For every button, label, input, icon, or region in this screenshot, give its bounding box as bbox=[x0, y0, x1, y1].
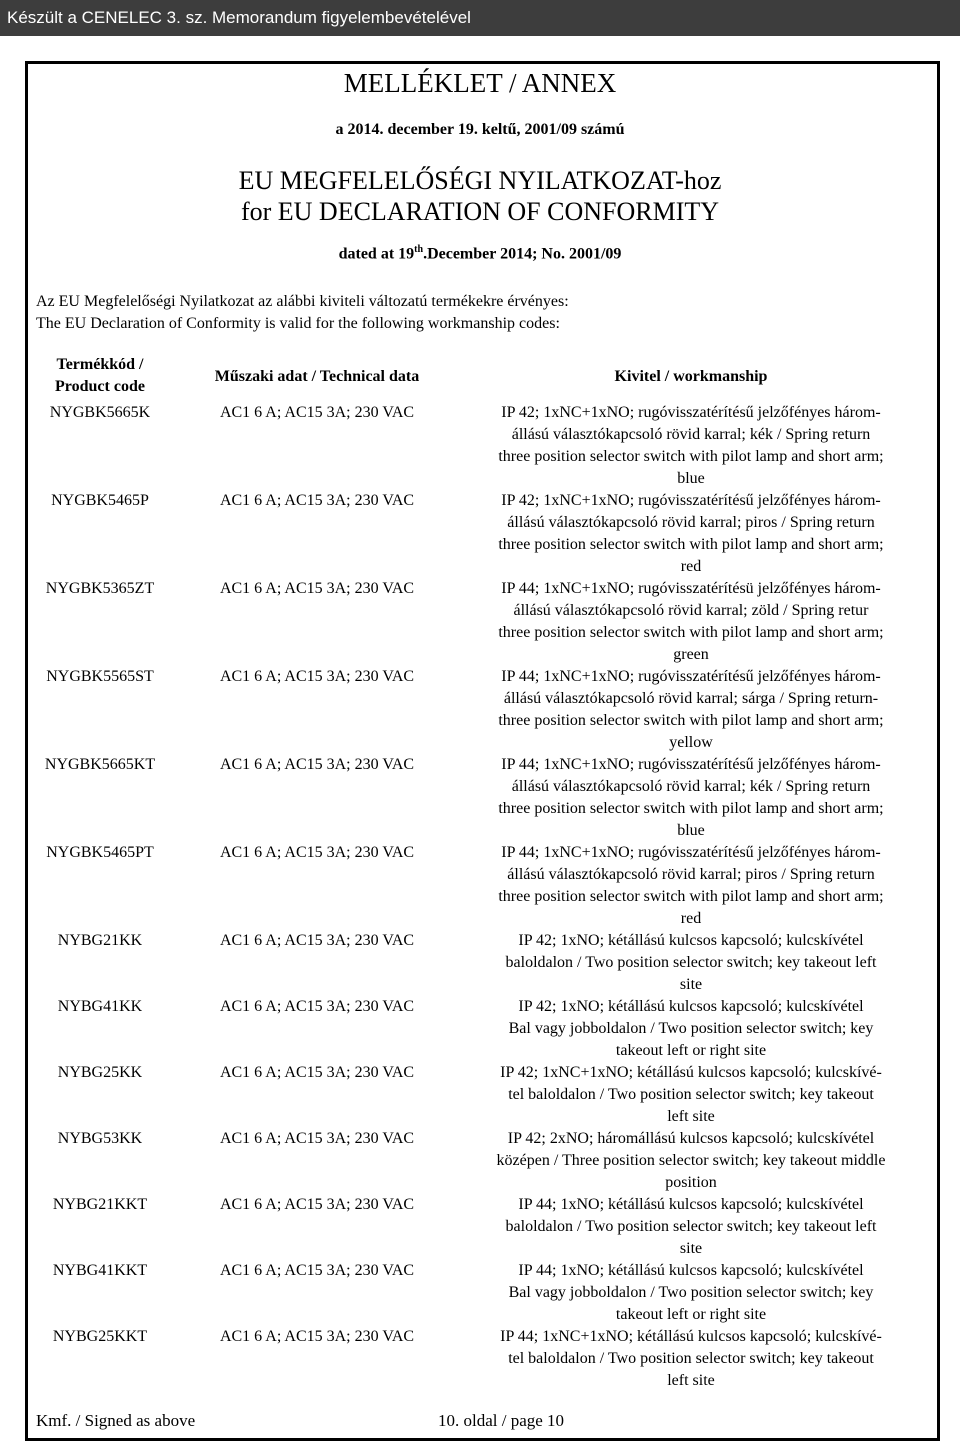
table-row bbox=[0, 754, 960, 842]
workmanship-line: IP 42; 1xNO; kétállású kulcsos kapcsoló; kulcskívétel bbox=[518, 932, 864, 949]
technical-data-cell: AC1 6 A; AC15 3A; 230 VAC bbox=[219, 1328, 415, 1345]
workmanship-line: baloldalon / Two position selector switch; key takeout left bbox=[505, 954, 877, 971]
table-row bbox=[0, 1062, 960, 1128]
annex-title: MELLÉKLET / ANNEX bbox=[343, 68, 617, 98]
product-code-cell: NYGBK5465P bbox=[51, 492, 149, 509]
workmanship-line: IP 44; 1xNO; kétállású kulcsos kapcsoló; kulcskívétel bbox=[518, 1262, 864, 1279]
workmanship-cell bbox=[462, 930, 920, 996]
workmanship-line: tel baloldalon / Two position selector switch; key takeout bbox=[508, 1086, 874, 1103]
workmanship-line: IP 44; 1xNC+1xNO; rugóvisszatérítésű jelzőfényes három- bbox=[501, 756, 881, 773]
workmanship-line: takeout left or right site bbox=[615, 1306, 767, 1323]
top-banner: Készült a CENELEC 3. sz. Memorandum figyelembevételével bbox=[0, 0, 960, 36]
header-product-code bbox=[36, 354, 164, 398]
workmanship-line: állású választókapcsoló rövid karral; sárga / Spring return- bbox=[503, 690, 879, 707]
page-number: 10. oldal / page 10 bbox=[438, 1411, 565, 1430]
product-code-cell: NYGBK5565ST bbox=[46, 668, 154, 685]
workmanship-line: IP 44; 1xNO; kétállású kulcsos kapcsoló; kulcskívétel bbox=[518, 1196, 864, 1213]
workmanship-line: IP 42; 1xNC+1xNO; kétállású kulcsos kapcsoló; kulcskívé- bbox=[500, 1064, 882, 1081]
workmanship-line: blue bbox=[677, 822, 705, 839]
technical-data-cell: AC1 6 A; AC15 3A; 230 VAC bbox=[219, 998, 415, 1015]
table-row bbox=[0, 1194, 960, 1260]
workmanship-line: tel baloldalon / Two position selector switch; key takeout bbox=[508, 1350, 874, 1367]
workmanship-cell bbox=[462, 1260, 920, 1326]
workmanship-line: three position selector switch with pilot lamp and short arm; bbox=[498, 536, 884, 553]
product-code-cell: NYBG41KKT bbox=[52, 1262, 148, 1279]
product-code-cell: NYBG41KK bbox=[57, 998, 143, 1015]
workmanship-line: position bbox=[665, 1174, 717, 1191]
table-row bbox=[0, 996, 960, 1062]
workmanship-line: állású választókapcsoló rövid karral; kék / Spring return bbox=[511, 778, 871, 795]
workmanship-line: site bbox=[679, 976, 703, 993]
product-code-cell: NYBG25KK bbox=[57, 1064, 143, 1081]
workmanship-line: three position selector switch with pilot lamp and short arm; bbox=[498, 624, 884, 641]
declaration-title bbox=[0, 165, 960, 227]
product-code-cell: NYGBK5665K bbox=[49, 404, 151, 421]
workmanship-cell bbox=[462, 754, 920, 842]
technical-data-cell: AC1 6 A; AC15 3A; 230 VAC bbox=[219, 580, 415, 597]
workmanship-line: állású választókapcsoló rövid karral; piros / Spring return bbox=[507, 514, 875, 531]
product-code-cell: NYGBK5465PT bbox=[46, 844, 154, 861]
workmanship-line: site bbox=[679, 1240, 703, 1257]
workmanship-line: takeout left or right site bbox=[615, 1042, 767, 1059]
header-product-code-line2: Product code bbox=[55, 378, 145, 395]
dated-suffix: .December 2014; No. 2001/09 bbox=[423, 245, 622, 263]
workmanship-cell bbox=[462, 842, 920, 930]
declaration-title-en: for EU DECLARATION OF CONFORMITY bbox=[240, 197, 720, 226]
workmanship-line: IP 42; 2xNO; háromállású kulcsos kapcsoló; kulcskívétel bbox=[507, 1130, 875, 1147]
workmanship-cell bbox=[462, 1194, 920, 1260]
workmanship-cell bbox=[462, 1128, 920, 1194]
workmanship-line: three position selector switch with pilot lamp and short arm; bbox=[498, 448, 884, 465]
product-code-cell: NYBG21KKT bbox=[52, 1196, 148, 1213]
workmanship-cell bbox=[462, 402, 920, 490]
workmanship-line: IP 42; 1xNC+1xNO; rugóvisszatérítésű jelzőfényes három- bbox=[501, 492, 881, 509]
workmanship-line: középen / Three position selector switch; key takeout middle bbox=[496, 1152, 886, 1169]
workmanship-cell bbox=[462, 666, 920, 754]
technical-data-cell: AC1 6 A; AC15 3A; 230 VAC bbox=[219, 668, 415, 685]
header-technical-data: Műszaki adat / Technical data bbox=[214, 368, 420, 385]
workmanship-line: baloldalon / Two position selector switch; key takeout left bbox=[505, 1218, 877, 1235]
technical-data-cell: AC1 6 A; AC15 3A; 230 VAC bbox=[219, 404, 415, 421]
technical-data-cell: AC1 6 A; AC15 3A; 230 VAC bbox=[219, 1130, 415, 1147]
table-row bbox=[0, 490, 960, 578]
technical-data-cell: AC1 6 A; AC15 3A; 230 VAC bbox=[219, 1196, 415, 1213]
table-row bbox=[0, 930, 960, 996]
workmanship-line: blue bbox=[677, 470, 705, 487]
table-header bbox=[0, 354, 960, 400]
workmanship-cell bbox=[462, 1062, 920, 1128]
workmanship-line: three position selector switch with pilot lamp and short arm; bbox=[498, 800, 884, 817]
header-workmanship: Kivitel / workmanship bbox=[614, 368, 768, 385]
table-row bbox=[0, 1326, 960, 1392]
workmanship-line: állású választókapcsoló rövid karral; zöld / Spring retur bbox=[513, 602, 869, 619]
workmanship-cell bbox=[462, 1326, 920, 1392]
workmanship-line: yellow bbox=[669, 734, 713, 751]
product-code-cell: NYBG25KKT bbox=[52, 1328, 148, 1345]
product-code-cell: NYBG21KK bbox=[57, 932, 143, 949]
product-code-cell: NYBG53KK bbox=[57, 1130, 143, 1147]
workmanship-line: IP 42; 1xNO; kétállású kulcsos kapcsoló; kulcskívétel bbox=[518, 998, 864, 1015]
workmanship-line: three position selector switch with pilot lamp and short arm; bbox=[498, 888, 884, 905]
declaration-title-hu: EU MEGFELELŐSÉGI NYILATKOZAT-hoz bbox=[238, 166, 722, 195]
workmanship-line: IP 44; 1xNC+1xNO; rugóvisszatérítésű jelzőfényes három- bbox=[501, 668, 881, 685]
technical-data-cell: AC1 6 A; AC15 3A; 230 VAC bbox=[219, 756, 415, 773]
workmanship-line: Bal vagy jobboldalon / Two position selector switch; key bbox=[508, 1020, 874, 1037]
workmanship-line: three position selector switch with pilot lamp and short arm; bbox=[498, 712, 884, 729]
workmanship-line: IP 44; 1xNC+1xNO; rugóvisszatérítésű jelzőfényes három- bbox=[501, 844, 881, 861]
table-row bbox=[0, 1128, 960, 1194]
signed-note: Kmf. / Signed as above bbox=[36, 1411, 196, 1430]
intro-en: The EU Declaration of Conformity is valid for the following workmanship codes: bbox=[36, 315, 560, 332]
technical-data-cell: AC1 6 A; AC15 3A; 230 VAC bbox=[219, 932, 415, 949]
workmanship-line: IP 42; 1xNC+1xNO; rugóvisszatérítésű jelzőfényes három- bbox=[501, 404, 881, 421]
table-row bbox=[0, 578, 960, 666]
product-code-cell: NYGBK5665KT bbox=[44, 756, 156, 773]
dated-line bbox=[0, 244, 960, 263]
technical-data-cell: AC1 6 A; AC15 3A; 230 VAC bbox=[219, 1064, 415, 1081]
workmanship-cell bbox=[462, 490, 920, 578]
workmanship-cell bbox=[462, 578, 920, 666]
intro-text bbox=[36, 291, 569, 335]
document-subtitle: a 2014. december 19. keltű, 2001/09 számú bbox=[335, 121, 625, 138]
product-table bbox=[0, 402, 960, 1392]
workmanship-line: állású választókapcsoló rövid karral; kék / Spring return bbox=[511, 426, 871, 443]
table-row bbox=[0, 1260, 960, 1326]
workmanship-line: IP 44; 1xNC+1xNO; rugóvisszatérítésü jelzőfényes három- bbox=[501, 580, 881, 597]
dated-sup: th bbox=[414, 244, 424, 255]
header-product-code-line1: Termékkód / bbox=[56, 356, 144, 373]
workmanship-line: green bbox=[673, 646, 709, 663]
table-row bbox=[0, 666, 960, 754]
table-row bbox=[0, 842, 960, 930]
workmanship-line: red bbox=[680, 910, 702, 927]
technical-data-cell: AC1 6 A; AC15 3A; 230 VAC bbox=[219, 492, 415, 509]
technical-data-cell: AC1 6 A; AC15 3A; 230 VAC bbox=[219, 844, 415, 861]
dated-prefix: dated at 19 bbox=[338, 245, 415, 263]
workmanship-line: IP 44; 1xNC+1xNO; kétállású kulcsos kapcsoló; kulcskívé- bbox=[500, 1328, 882, 1345]
technical-data-cell: AC1 6 A; AC15 3A; 230 VAC bbox=[219, 1262, 415, 1279]
intro-hu: Az EU Megfelelőségi Nyilatkozat az alábbi kiviteli változatú termékekre érvényes: bbox=[36, 293, 569, 310]
workmanship-line: red bbox=[680, 558, 702, 575]
product-code-cell: NYGBK5365ZT bbox=[45, 580, 155, 597]
workmanship-cell bbox=[462, 996, 920, 1062]
table-row bbox=[0, 402, 960, 490]
workmanship-line: Bal vagy jobboldalon / Two position selector switch; key bbox=[508, 1284, 874, 1301]
workmanship-line: állású választókapcsoló rövid karral; piros / Spring return bbox=[507, 866, 875, 883]
workmanship-line: left site bbox=[667, 1372, 715, 1389]
workmanship-line: left site bbox=[667, 1108, 715, 1125]
